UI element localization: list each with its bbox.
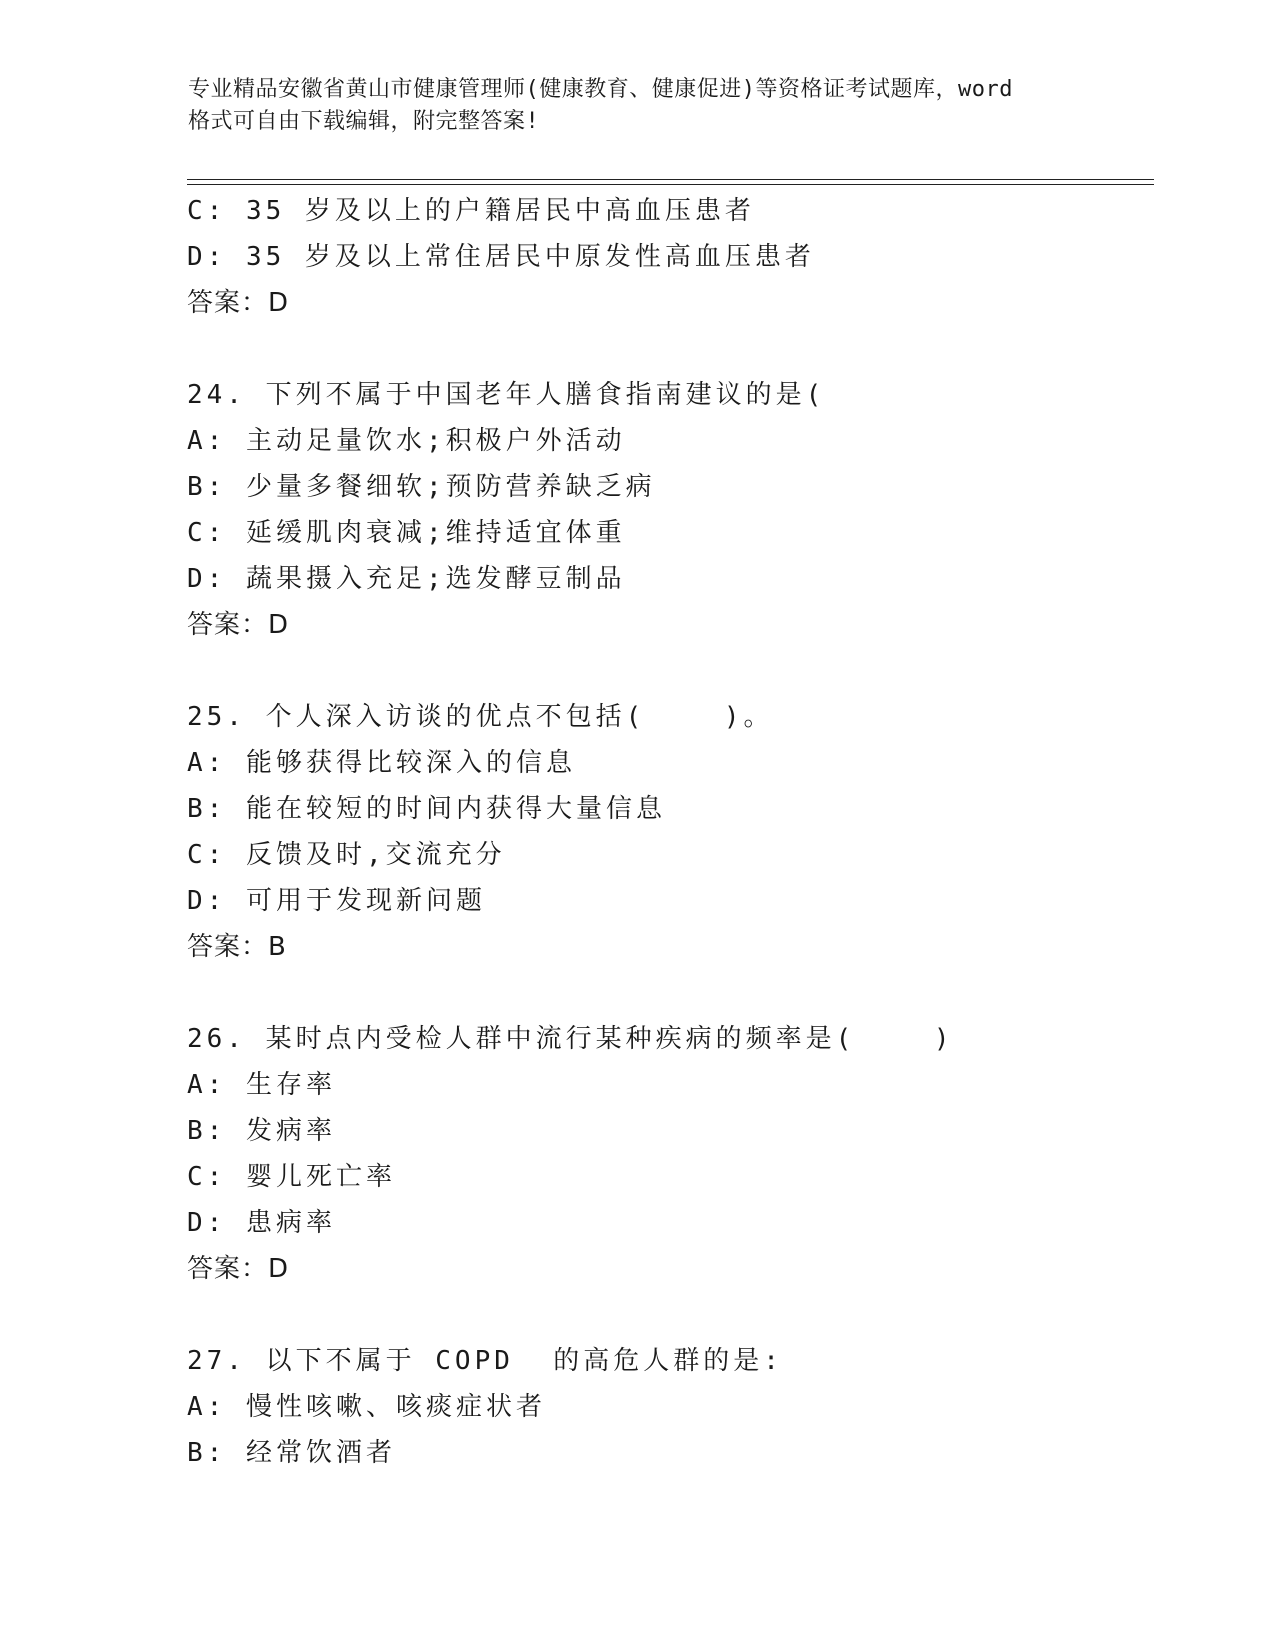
option-a [187,1062,1147,1108]
question-block-25 [187,694,1147,970]
option-label: C: [187,196,227,226]
option-d [187,556,1147,602]
header-line-1: 专业精品安徽省黄山市健康管理师(健康教育、健康促进)等资格证考试题库，word [188,77,1013,102]
option-text: 少量多餐细软;预防营养缺乏病 [245,472,656,502]
answer-line: 答案：D [187,288,290,318]
question-block-26 [187,1016,1147,1292]
answer-line: 答案：B [187,932,287,962]
option-label: C: [187,840,227,870]
header-divider-top [187,179,1154,180]
option-label: C: [187,1162,227,1192]
question-list [187,188,1147,1476]
question-number: 24. [187,380,246,410]
option-a [187,740,1147,786]
option-a [187,418,1147,464]
option-label: D: [187,1208,227,1238]
option-b [187,786,1147,832]
option-label: B: [187,794,227,824]
option-d [187,878,1147,924]
option-d [187,234,1147,280]
option-label: D: [187,886,227,916]
option-text: 蔬果摄入充足;选发酵豆制品 [245,564,626,594]
option-label: B: [187,1438,227,1468]
question-text: 以下不属于 COPD 的高危人群的是: [265,1346,783,1376]
option-text: 能够获得比较深入的信息 [245,748,576,778]
question-stem [187,372,1147,418]
option-text: 主动足量饮水;积极户外活动 [245,426,626,456]
option-text: 婴儿死亡率 [245,1162,396,1192]
answer-line: 答案：D [187,1254,290,1284]
option-label: D: [187,564,227,594]
option-c [187,1154,1147,1200]
option-text: 发病率 [245,1116,336,1146]
option-b [187,1108,1147,1154]
option-text: 经常饮酒者 [245,1438,396,1468]
question-block-23 [187,188,1147,326]
option-a [187,1384,1147,1430]
option-label: B: [187,472,227,502]
option-c [187,188,1147,234]
option-text: 可用于发现新问题 [245,886,486,916]
option-label: D: [187,242,227,272]
option-text: 患病率 [245,1208,336,1238]
option-text: 生存率 [245,1070,336,1100]
question-text: 下列不属于中国老年人膳食指南建议的是( [265,380,826,410]
option-label: B: [187,1116,227,1146]
question-number: 27. [187,1346,246,1376]
option-label: A: [187,1070,227,1100]
option-d [187,1200,1147,1246]
option-text: 延缓肌肉衰减;维持适宜体重 [245,518,626,548]
question-block-27 [187,1338,1147,1476]
question-block-24 [187,372,1147,648]
question-stem [187,1016,1147,1062]
header-line-2: 格式可自由下载编辑，附完整答案! [188,109,540,134]
option-c [187,510,1147,556]
option-label: A: [187,1392,227,1422]
option-text: 反馈及时,交流充分 [245,840,506,870]
question-number: 26. [187,1024,246,1054]
question-text: 某时点内受检人群中流行某种疾病的频率是( ) [265,1024,954,1054]
option-c [187,832,1147,878]
option-text: 35 岁及以上的户籍居民中高血压患者 [245,196,755,226]
option-label: C: [187,518,227,548]
option-b [187,464,1147,510]
option-text: 慢性咳嗽、咳痰症状者 [245,1392,546,1422]
question-stem [187,694,1147,740]
question-text: 个人深入访谈的优点不包括( )。 [265,702,774,732]
question-number: 25. [187,702,246,732]
document-header [188,74,1088,138]
option-label: A: [187,426,227,456]
option-text: 35 岁及以上常住居民中原发性高血压患者 [245,242,815,272]
question-stem [187,1338,1147,1384]
option-b [187,1430,1147,1476]
answer-line: 答案：D [187,610,290,640]
header-divider-bottom [187,184,1154,185]
option-label: A: [187,748,227,778]
option-text: 能在较短的时间内获得大量信息 [245,794,666,824]
